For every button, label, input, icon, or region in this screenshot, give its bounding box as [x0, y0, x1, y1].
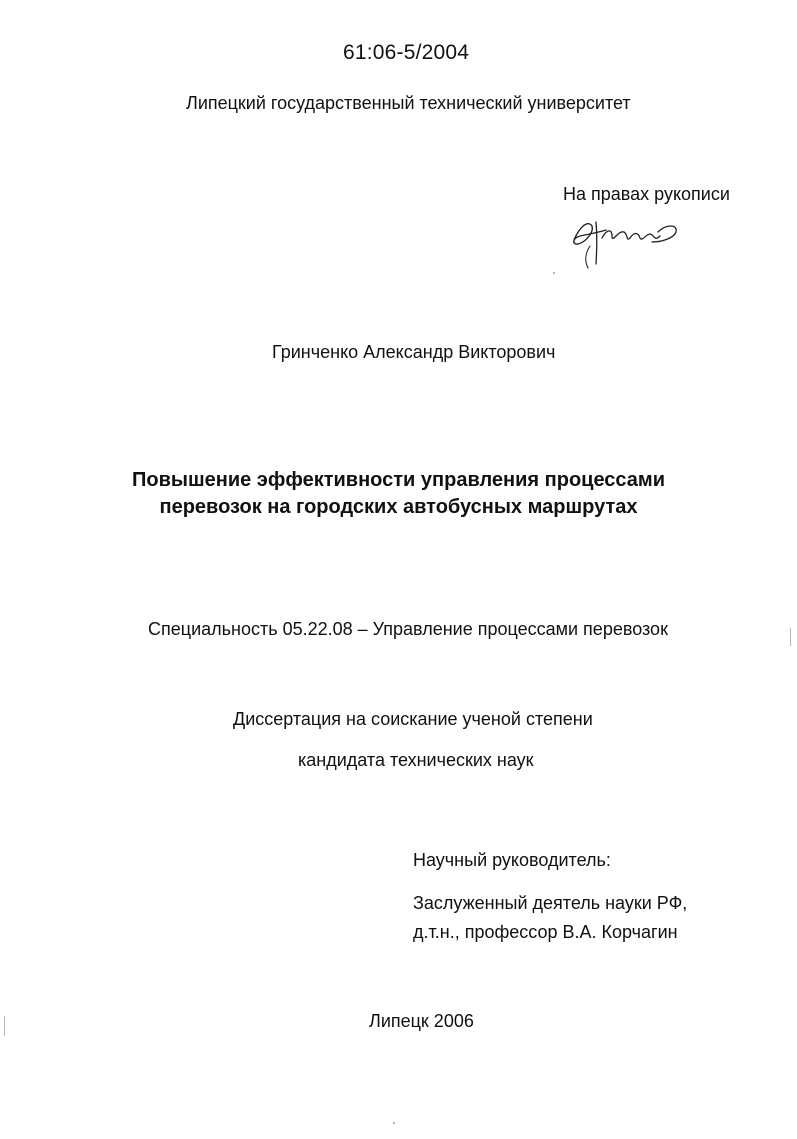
author-name: Гринченко Александр Викторович	[272, 342, 556, 362]
scan-speck	[790, 628, 791, 646]
thesis-title-line: Повышение эффективности управления процессами	[131, 469, 666, 491]
catalog-number: 61:06-5/2004	[343, 41, 470, 64]
degree-line: кандидата технических наук	[298, 750, 534, 770]
advisor-label: Научный руководитель:	[413, 850, 611, 870]
manuscript-rights-note: На правах рукописи	[563, 184, 730, 204]
city-year: Липецк 2006	[369, 1011, 474, 1031]
scan-speck	[553, 272, 555, 274]
specialty: Специальность 05.22.08 – Управление процессами перевозок	[148, 619, 668, 639]
degree-line: Диссертация на соискание ученой степени	[233, 709, 593, 729]
thesis-title-line: перевозок на городских автобусных маршрутах	[159, 496, 638, 518]
advisor-detail: д.т.н., профессор В.А. Корчагин	[413, 922, 678, 942]
scan-speck	[4, 1016, 5, 1036]
scan-speck	[393, 1122, 395, 1124]
university-name: Липецкий государственный технический университет	[186, 93, 631, 113]
handwritten-signature	[566, 212, 686, 272]
advisor-detail: Заслуженный деятель науки РФ,	[413, 893, 688, 913]
